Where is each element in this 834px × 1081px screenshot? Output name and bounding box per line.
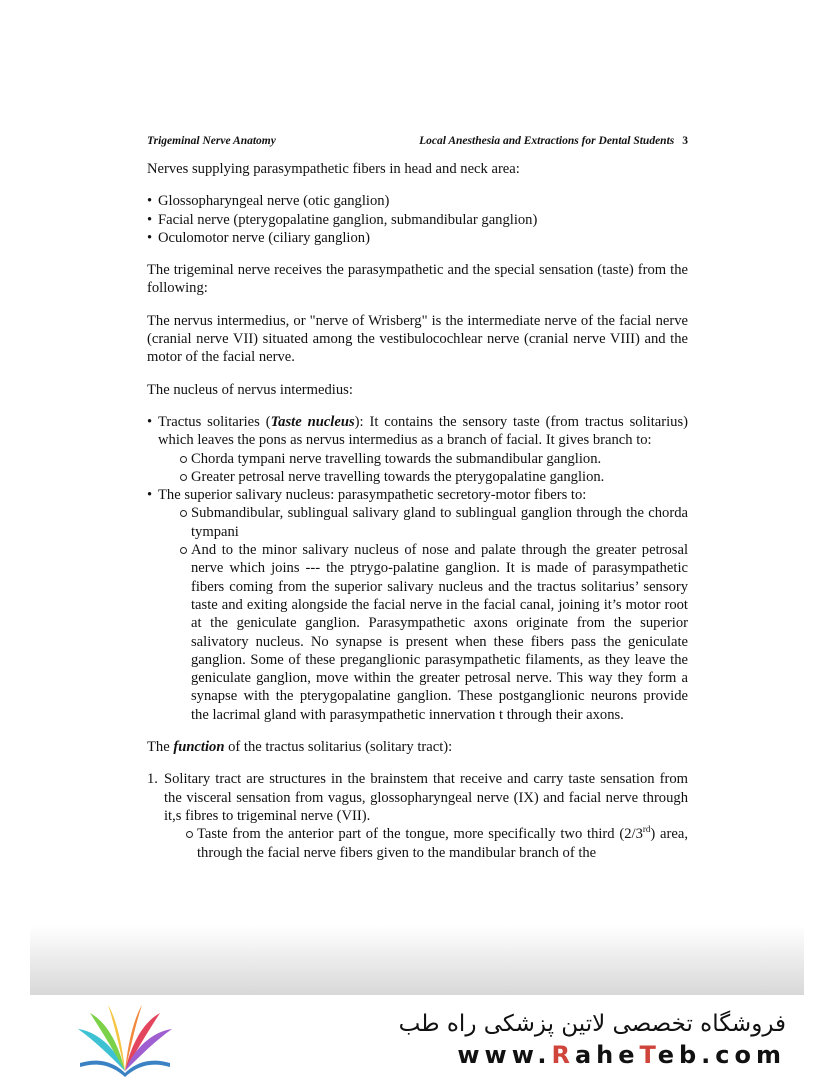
list-item: • Tractus solitaries (Taste nucleus): It contains the sensory taste (from tractus solitarius) which leaves the pons as nervus intermedius as a branch of facial. It gives branch to: Chorda tympani nerve travelling towards the submandibular ganglion. Greater petrosal nerve travelling towards the pterygopalatine ganglion. — [147, 413, 688, 486]
persian-store-name: فروشگاه تخصصی لاتین پزشکی راه طب — [398, 1011, 786, 1037]
website-url: www.RaheTeb.com — [457, 1041, 786, 1069]
numbered-list — [147, 770, 688, 861]
sub-list-item: Taste from the anterior part of the tongue, more specifically two third (2/3rd) area, through the facial nerve fibers given to the mandibular branch of the — [186, 825, 688, 862]
header-book-title: Local Anesthesia and Extractions for Dental Students 3 — [419, 135, 688, 147]
open-book-logo-icon — [70, 1001, 180, 1081]
page-fade — [30, 925, 804, 995]
body-text — [147, 160, 688, 862]
paragraph: The nucleus of nervus intermedius: — [147, 381, 353, 398]
paragraph: The function of the tractus solitarius (solitary tract): — [147, 739, 453, 756]
paragraph: The nervus intermedius, or "nerve of Wrisberg" is the intermediate nerve of the facial nerve (cranial nerve VII) situated among the vestibulocochlear nerve (cranial nerve VIII) and the motor of the facial nerve. — [147, 312, 688, 366]
page-number: 3 — [682, 135, 688, 147]
running-header — [147, 135, 688, 147]
bullet-list — [147, 413, 688, 724]
list-number: 1. — [147, 771, 158, 788]
paragraph: The trigeminal nerve receives the parasympathetic and the special sensation (taste) from the following: — [147, 262, 688, 297]
emphasis-text: Taste nucleus — [270, 413, 355, 430]
header-chapter-title: Trigeminal Nerve Anatomy — [147, 135, 276, 147]
list-item: • The superior salivary nucleus: parasympathetic secretory-motor fibers to: Submandibular, sublingual salivary gland to sublingual ganglion through the chorda tympani And to the minor salivary nucleus of nose and palate through the greater petrosal nerve which joins --- the ptrygo-palatine ganglion. It is made of parasympathetic fibers coming from the superior salivary nucleus and the tractus solitarius’ sensory taste and exiting alongside the facial nerve in the facial canal, joining it’s motor root at the geniculate ganglion. Parasympathetic axons originate from the superior salivatory nucleus. No synapse is present when these fibers pass the geniculate ganglion. Some of these preganglionic parasympathetic filaments, as they leave the geniculate ganglion, move within the greater petrosal nerve. This way they form a synapse with the pterygopalatine ganglion. These postganglionic neurons provide the lacrimal gland with parasympathetic innervation t through their axons. — [147, 486, 688, 724]
list-item: • Oculomotor nerve (ciliary ganglion) — [147, 229, 688, 247]
emphasis-text: function — [173, 739, 225, 756]
list-item: • Glossopharyngeal nerve (otic ganglion) — [147, 192, 688, 210]
sub-list-item: Chorda tympani nerve travelling towards the submandibular ganglion. — [180, 450, 688, 468]
sub-list — [186, 825, 688, 862]
sub-list — [180, 450, 688, 487]
list-item: • Facial nerve (pterygopalatine ganglion, submandibular ganglion) — [147, 211, 688, 229]
sub-list-item: Greater petrosal nerve travelling towards the pterygopalatine ganglion. — [180, 468, 688, 486]
bullet-list — [147, 192, 688, 247]
sub-list-item: Submandibular, sublingual salivary gland to sublingual ganglion through the chorda tympani — [180, 504, 688, 541]
list-item: 1. Solitary tract are structures in the brainstem that receive and carry taste sensation from the visceral sensation from vagus, glossopharyngeal nerve (IX) and facial nerve through it,s fibres to trigeminal nerve (VII). Taste from the anterior part of the tongue, more specifically two third (2/3rd) area, through the facial nerve fibers given to the mandibular branch of the — [147, 771, 688, 861]
watermark-banner — [0, 995, 834, 1080]
paragraph: Nerves supplying parasympathetic fibers in head and neck area: — [147, 161, 520, 177]
sub-list — [180, 504, 688, 724]
sub-list-item: And to the minor salivary nucleus of nose and palate through the greater petrosal nerve which joins --- the ptrygo-palatine ganglion. It is made of parasympathetic fibers coming from the superior salivary nucleus and the tractus solitarius’ sensory taste and exiting alongside the facial nerve in the facial canal, joining it’s motor root at the geniculate ganglion. Parasympathetic axons originate from the superior salivatory nucleus. No synapse is present when these fibers pass the geniculate ganglion. Some of these preganglionic parasympathetic filaments, as they leave the geniculate ganglion, move within the greater petrosal nerve. This way they form a synapse with the pterygopalatine ganglion. These postganglionic neurons provide the lacrimal gland with parasympathetic innervation t through their axons. — [180, 541, 688, 724]
